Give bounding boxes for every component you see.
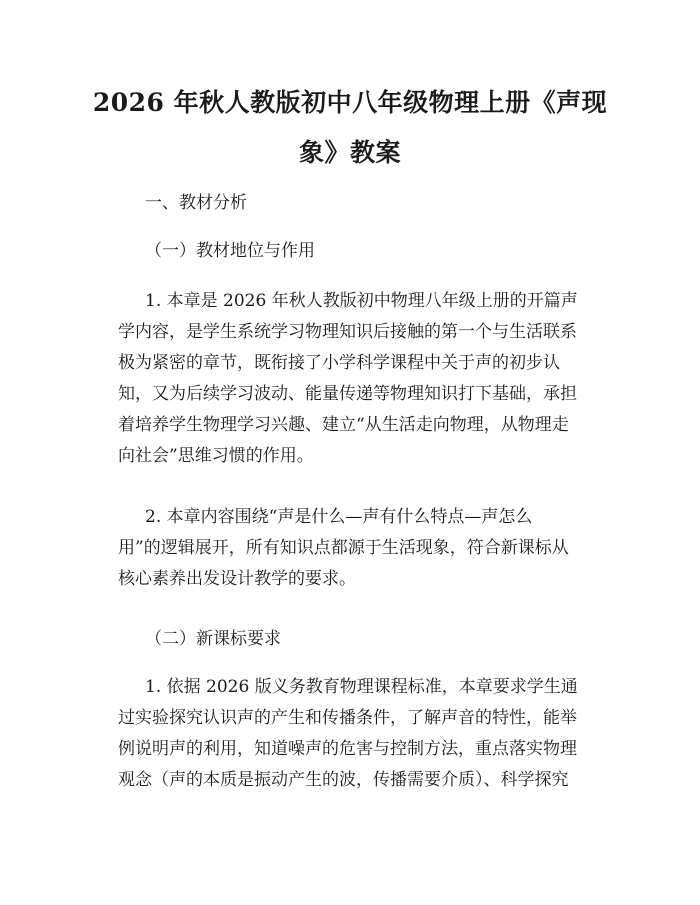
section-heading-textbook-analysis: 一、教材分析	[145, 193, 247, 213]
paragraph-line: 向社会”思维习惯的作用。	[118, 446, 314, 466]
paragraph-line: 例说明声的利用，知道噪声的危害与控制方法，重点落实物理	[118, 739, 577, 759]
paragraph-line: 1. 本章是 2026 年秋人教版初中物理八年级上册的开篇声	[145, 291, 578, 311]
paragraph-line: 着培养学生物理学习兴趣、建立“从生活走向物理，从物理走	[118, 415, 569, 435]
paragraph-line: 学内容，是学生系统学习物理知识后接触的第一个与生活联系	[118, 322, 577, 342]
document-title	[80, 78, 620, 178]
paragraph-chapter-position	[118, 286, 578, 472]
paragraph-line: 知，又为后续学习波动、能量传递等物理知识打下基础，承担	[118, 384, 577, 404]
title-line-2: 象》教案	[298, 138, 401, 167]
title-line-1: 2026 年秋人教版初中八年级物理上册《声现	[92, 88, 608, 117]
paragraph-line: 观念（声的本质是振动产生的波，传播需要介质）、科学探究	[118, 770, 569, 790]
paragraph-line: 极为紧密的章节，既衔接了小学科学课程中关于声的初步认	[118, 353, 560, 373]
paragraph-line: 过实验探究认识声的产生和传播条件，了解声音的特性，能举	[118, 708, 577, 728]
subsection-heading-position-and-role: （一）教材地位与作用	[145, 241, 315, 261]
paragraph-content-logic	[118, 502, 569, 595]
paragraph-line: 1. 依据 2026 版义务教育物理课程标准，本章要求学生通	[145, 677, 578, 697]
paragraph-line: 核心素养出发设计教学的要求。	[118, 569, 356, 589]
paragraph-line: 用”的逻辑展开，所有知识点都源于生活现象，符合新课标从	[118, 538, 569, 558]
paragraph-curriculum-standard	[118, 672, 578, 796]
paragraph-line: 2. 本章内容围绕“声是什么—声有什么特点—声怎么	[145, 507, 533, 527]
subsection-heading-curriculum-requirements: （二）新课标要求	[145, 629, 281, 649]
